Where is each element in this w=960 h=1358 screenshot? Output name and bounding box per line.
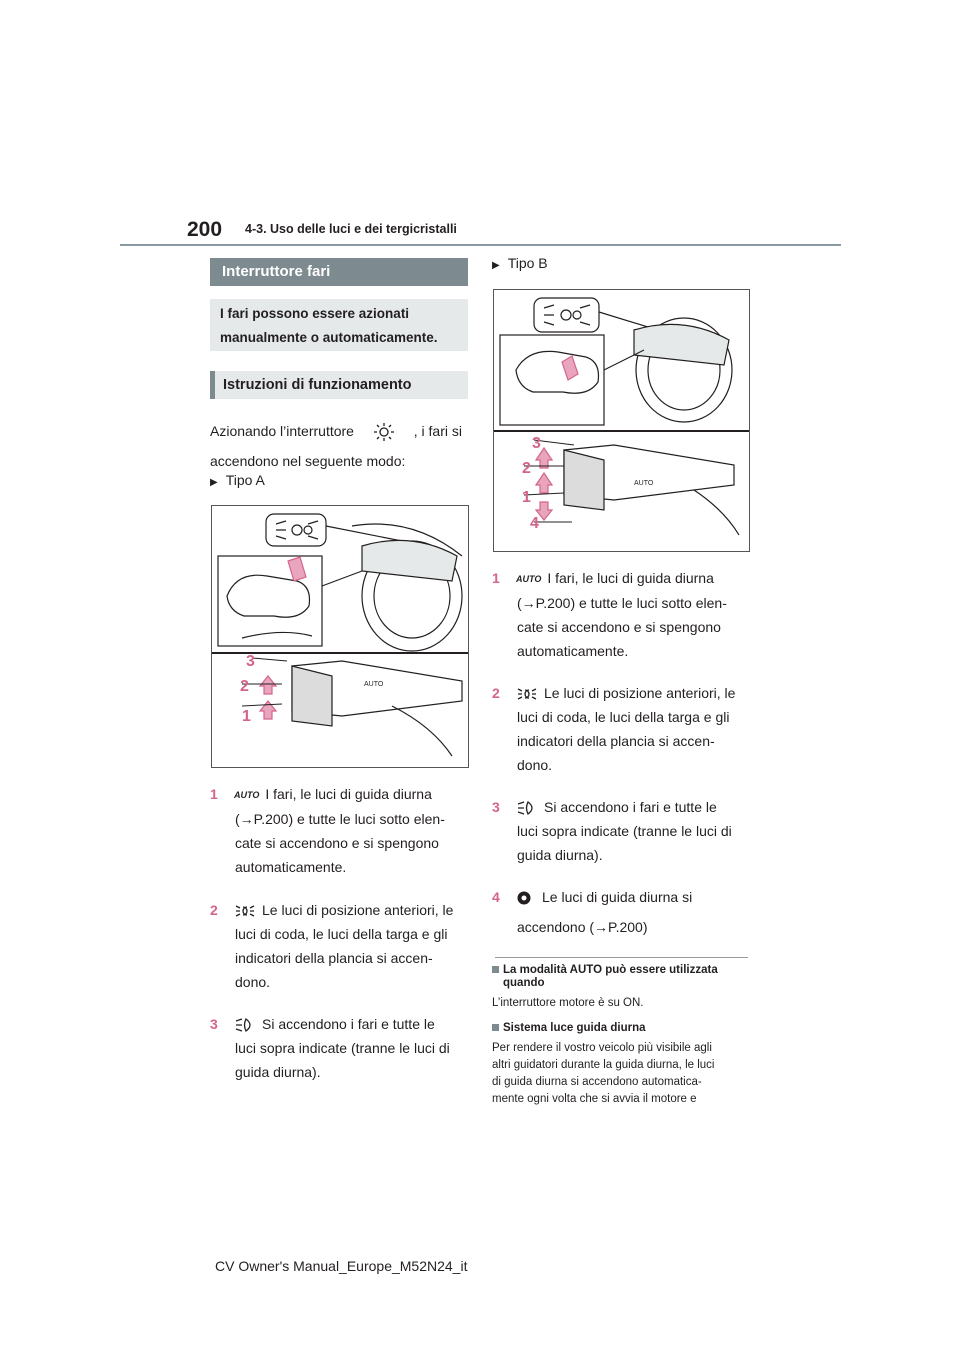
item-number: 3 bbox=[210, 1016, 218, 1032]
item-text: Le luci di guida diurna si bbox=[542, 889, 693, 905]
item-text: automaticamente. bbox=[517, 643, 629, 660]
square-bullet-icon bbox=[492, 966, 499, 973]
item-text: guida diurna). bbox=[517, 847, 603, 863]
note-text: L’interruttore motore è su ON. bbox=[492, 997, 644, 1009]
item-text: indicatori della plancia si accen- bbox=[517, 733, 715, 749]
item-text: cate si accendono e si spengono bbox=[517, 619, 721, 636]
auto-icon: AUTO bbox=[516, 574, 542, 585]
auto-icon: AUTO bbox=[234, 790, 260, 801]
note-text: Per rendere il vostro veicolo più visibile agli bbox=[492, 1042, 712, 1054]
figure-type-a bbox=[211, 505, 469, 768]
item-number: 1 bbox=[210, 786, 218, 802]
note-divider bbox=[495, 957, 748, 958]
triangle-bullet-icon: ▶ bbox=[492, 260, 500, 271]
triangle-bullet-icon: ▶ bbox=[210, 477, 218, 488]
note-title: La modalità AUTO può essere utilizzata bbox=[503, 964, 718, 976]
section-heading: Interruttore fari bbox=[210, 258, 468, 286]
list-item bbox=[210, 1012, 472, 1084]
item-number: 2 bbox=[210, 902, 218, 918]
item-number: 3 bbox=[492, 799, 500, 815]
item-text: cate si accendono e si spengono bbox=[235, 835, 439, 852]
off-icon bbox=[516, 890, 532, 906]
note-text: altri guidatori durante la guida diurna, le luci bbox=[492, 1059, 715, 1071]
subheading: Istruzioni di funzionamento bbox=[210, 371, 468, 399]
item-text: Si accendono i fari e tutte le bbox=[262, 1016, 435, 1032]
intro-line: manualmente o automaticamente. bbox=[220, 330, 438, 345]
list-item bbox=[492, 681, 754, 777]
item-text: (→P.200) e tutte le luci sotto elen- bbox=[235, 811, 445, 828]
item-text: accendono (→P.200) bbox=[517, 919, 648, 935]
item-text: I fari, le luci di guida diurna bbox=[265, 786, 432, 802]
position-lights-icon bbox=[234, 904, 256, 918]
paragraph-line: accendono nel seguente modo: bbox=[210, 453, 406, 470]
item-text: dono. bbox=[517, 757, 553, 773]
item-text: luci sopra indicate (tranne le luci di bbox=[517, 823, 732, 839]
item-text: dono. bbox=[235, 974, 271, 990]
item-text: luci di coda, le luci della targa e gli bbox=[235, 926, 448, 942]
figure-number: 3 bbox=[532, 435, 541, 452]
light-switch-icon bbox=[366, 422, 402, 442]
paragraph-text: Azionando l’interruttore bbox=[210, 423, 354, 439]
note-text: mente ogni volta che si avvia il motore e bbox=[492, 1093, 697, 1105]
figure-number: 1 bbox=[522, 489, 531, 506]
type-b-label bbox=[492, 255, 548, 271]
section-title: 4-3. Uso delle luci e dei tergicristalli bbox=[245, 222, 457, 236]
note-auto-mode bbox=[492, 964, 754, 1012]
footer-text: CV Owner's Manual_Europe_M52N24_it bbox=[215, 1258, 468, 1274]
note-drl bbox=[492, 1022, 754, 1108]
figure-number: 1 bbox=[242, 708, 251, 725]
item-text: Le luci di posizione anteriori, le bbox=[262, 902, 454, 918]
figure-number: 2 bbox=[240, 678, 249, 695]
note-title: quando bbox=[503, 977, 545, 989]
note-title: Sistema luce guida diurna bbox=[503, 1022, 646, 1034]
figure-number: 2 bbox=[522, 460, 531, 477]
page-number: 200 bbox=[187, 218, 223, 241]
item-text: luci sopra indicate (tranne le luci di bbox=[235, 1040, 450, 1056]
type-a-label bbox=[210, 472, 265, 488]
type-b-text: Tipo B bbox=[507, 255, 548, 271]
figure-type-b bbox=[493, 289, 750, 552]
paragraph-text: , i fari si bbox=[413, 423, 462, 439]
list-item bbox=[210, 782, 472, 879]
figure-number: 3 bbox=[246, 653, 255, 670]
intro-box bbox=[210, 299, 468, 351]
item-number: 2 bbox=[492, 685, 500, 701]
headlight-icon bbox=[516, 800, 538, 816]
svg-text:AUTO: AUTO bbox=[634, 480, 654, 487]
note-text: di guida diurna si accendono automatica- bbox=[492, 1076, 702, 1088]
list-item bbox=[210, 898, 472, 994]
item-text: luci di coda, le luci della targa e gli bbox=[517, 709, 730, 725]
item-text: guida diurna). bbox=[235, 1064, 321, 1080]
list-item bbox=[492, 885, 754, 939]
type-a-text: Tipo A bbox=[225, 472, 265, 488]
intro-line: I fari possono essere azionati bbox=[220, 306, 410, 321]
square-bullet-icon bbox=[492, 1024, 499, 1031]
item-number: 4 bbox=[492, 889, 500, 905]
item-number: 1 bbox=[492, 570, 500, 586]
item-text: (→P.200) e tutte le luci sotto elen- bbox=[517, 595, 727, 612]
position-lights-icon bbox=[516, 687, 538, 701]
item-text: indicatori della plancia si accen- bbox=[235, 950, 433, 966]
headlight-icon bbox=[234, 1017, 256, 1033]
header-divider bbox=[120, 244, 841, 246]
item-text: Si accendono i fari e tutte le bbox=[544, 799, 717, 815]
item-text: Le luci di posizione anteriori, le bbox=[544, 685, 736, 701]
figure-number: 4 bbox=[530, 515, 539, 532]
svg-text:AUTO: AUTO bbox=[364, 681, 384, 688]
list-item bbox=[492, 566, 754, 663]
instruction-paragraph bbox=[210, 420, 470, 472]
item-text: I fari, le luci di guida diurna bbox=[547, 570, 714, 586]
item-text: automaticamente. bbox=[235, 859, 347, 876]
list-item bbox=[492, 795, 754, 867]
